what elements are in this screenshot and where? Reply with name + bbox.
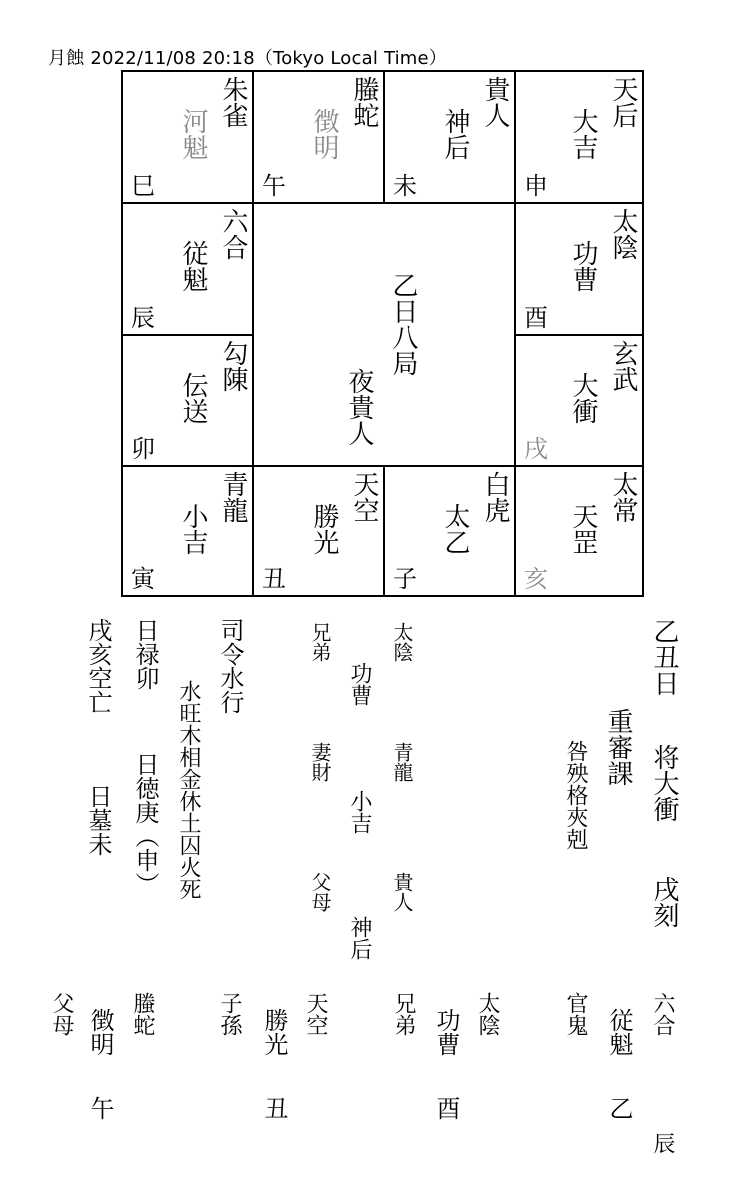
lesson2-stem: 酉: [432, 1096, 460, 1120]
lesson4-stem: 午: [86, 1096, 114, 1120]
month-general-label: 大吉: [568, 108, 598, 160]
lesson1-rel: 官鬼: [563, 992, 588, 1036]
sanden-god-1: 功曹: [347, 662, 372, 706]
sanden-general-1: 太陰: [390, 622, 414, 662]
earth-branch-label: 申: [524, 172, 548, 200]
lesson-label: 重審課: [603, 708, 633, 786]
earth-branch-label: 辰: [131, 304, 155, 332]
lesson4-god: 徴明: [86, 1008, 114, 1056]
day-night-label: 夜貴人: [344, 368, 374, 446]
earth-branch-label: 卯: [131, 435, 155, 463]
earth-branch-label: 午: [262, 172, 286, 200]
sanden-general-2: 青龍: [390, 742, 414, 782]
ju-label: 乙日八局: [388, 272, 418, 376]
earth-branch-label: 亥: [524, 565, 548, 593]
month-general-label: 勝光: [309, 503, 339, 555]
earth-branch-label: 子: [393, 565, 417, 593]
general-label: 六合: [218, 208, 248, 260]
palace-chen: [121, 202, 254, 336]
general-label: 貴人: [480, 76, 510, 128]
earth-branch-label: 戌: [524, 435, 548, 463]
lesson2-rel: 兄弟: [391, 992, 416, 1036]
page-title: 月蝕 2022/11/08 20:18（Tokyo Local Time）: [48, 48, 448, 69]
lesson1-god: 従魁: [605, 1008, 633, 1056]
general-label: 玄武: [608, 340, 638, 392]
sanden-rel-2: 妻財: [308, 742, 332, 782]
lesson4-rel: 父母: [49, 992, 74, 1036]
month-general-label: 従魁: [178, 240, 208, 292]
month-general-label: 徴明: [309, 108, 339, 160]
sanden-rel-3: 父母: [308, 872, 332, 912]
lesson2-god: 功曹: [432, 1008, 460, 1056]
general-label: 勾陳: [218, 340, 248, 392]
lesson1-general: 六合: [650, 992, 675, 1036]
palace-wu: [252, 70, 385, 204]
palace-yin: [121, 465, 254, 597]
general-label: 螣蛇: [349, 76, 379, 128]
hour-label: 戌刻: [649, 876, 679, 928]
day-label: 乙丑日: [649, 618, 679, 696]
month-general-label: 小吉: [178, 503, 208, 555]
lesson3-general: 天空: [303, 992, 328, 1036]
month-general-info: 将大衝: [649, 744, 679, 822]
lesson3-god: 勝光: [260, 1008, 288, 1056]
earth-branch-label: 酉: [524, 304, 548, 332]
general-label: 朱雀: [218, 76, 248, 128]
month-general-label: 伝送: [178, 372, 208, 424]
palace-si: [121, 70, 254, 204]
bo-label: 日墓未: [84, 784, 112, 856]
sanden-god-2: 小吉: [347, 790, 372, 834]
general-label: 太常: [608, 471, 638, 523]
month-general-label: 功曹: [568, 240, 598, 292]
general-label: 天空: [349, 471, 379, 523]
earth-branch-label: 巳: [131, 172, 155, 200]
month-general-label: 大衝: [568, 372, 598, 424]
general-label: 天后: [608, 76, 638, 128]
lesson3-stem: 丑: [260, 1096, 288, 1120]
earth-branch-label: 丑: [262, 565, 286, 593]
kuubou-label: 戌亥空亡: [84, 618, 112, 714]
palace-zi: [383, 465, 516, 597]
earth-branch-label: 未: [393, 172, 417, 200]
sanden-rel-1: 兄弟: [308, 622, 332, 662]
month-general-label: 神后: [440, 108, 470, 160]
earth-branch-label: 寅: [131, 565, 155, 593]
month-general-label: 天罡: [568, 503, 598, 555]
general-label: 太陰: [608, 208, 638, 260]
lesson1-stem: 乙: [605, 1096, 633, 1120]
palace-mao: [121, 334, 254, 467]
strength-label: 水旺木相金休土囚火死: [176, 680, 201, 900]
month-general-label: 太乙: [440, 503, 470, 555]
palace-chou: [252, 465, 385, 597]
general-label: 白虎: [480, 471, 510, 523]
lesson1-extra: 辰: [650, 1132, 675, 1154]
lesson4-general: 螣蛇: [130, 992, 155, 1036]
palace-wei: [383, 70, 516, 204]
toku-label: 日徳庚（申）: [131, 752, 159, 896]
sanden-god-3: 神后: [347, 916, 372, 960]
general-label: 青龍: [218, 471, 248, 523]
month-general-label: 河魁: [178, 108, 208, 160]
sanden-general-3: 貴人: [390, 872, 414, 912]
lesson3-rel: 子孫: [217, 992, 242, 1036]
palace-you: [514, 202, 644, 336]
lesson2-general: 太陰: [475, 992, 500, 1036]
season-label: 司令水行: [216, 618, 244, 714]
roku-label: 日禄卯: [131, 618, 159, 690]
palace-xu: [514, 334, 644, 467]
palace-hai: [514, 465, 644, 597]
pattern-label: 咎殃格夾剋: [563, 740, 588, 850]
palace-shen: [514, 70, 644, 204]
